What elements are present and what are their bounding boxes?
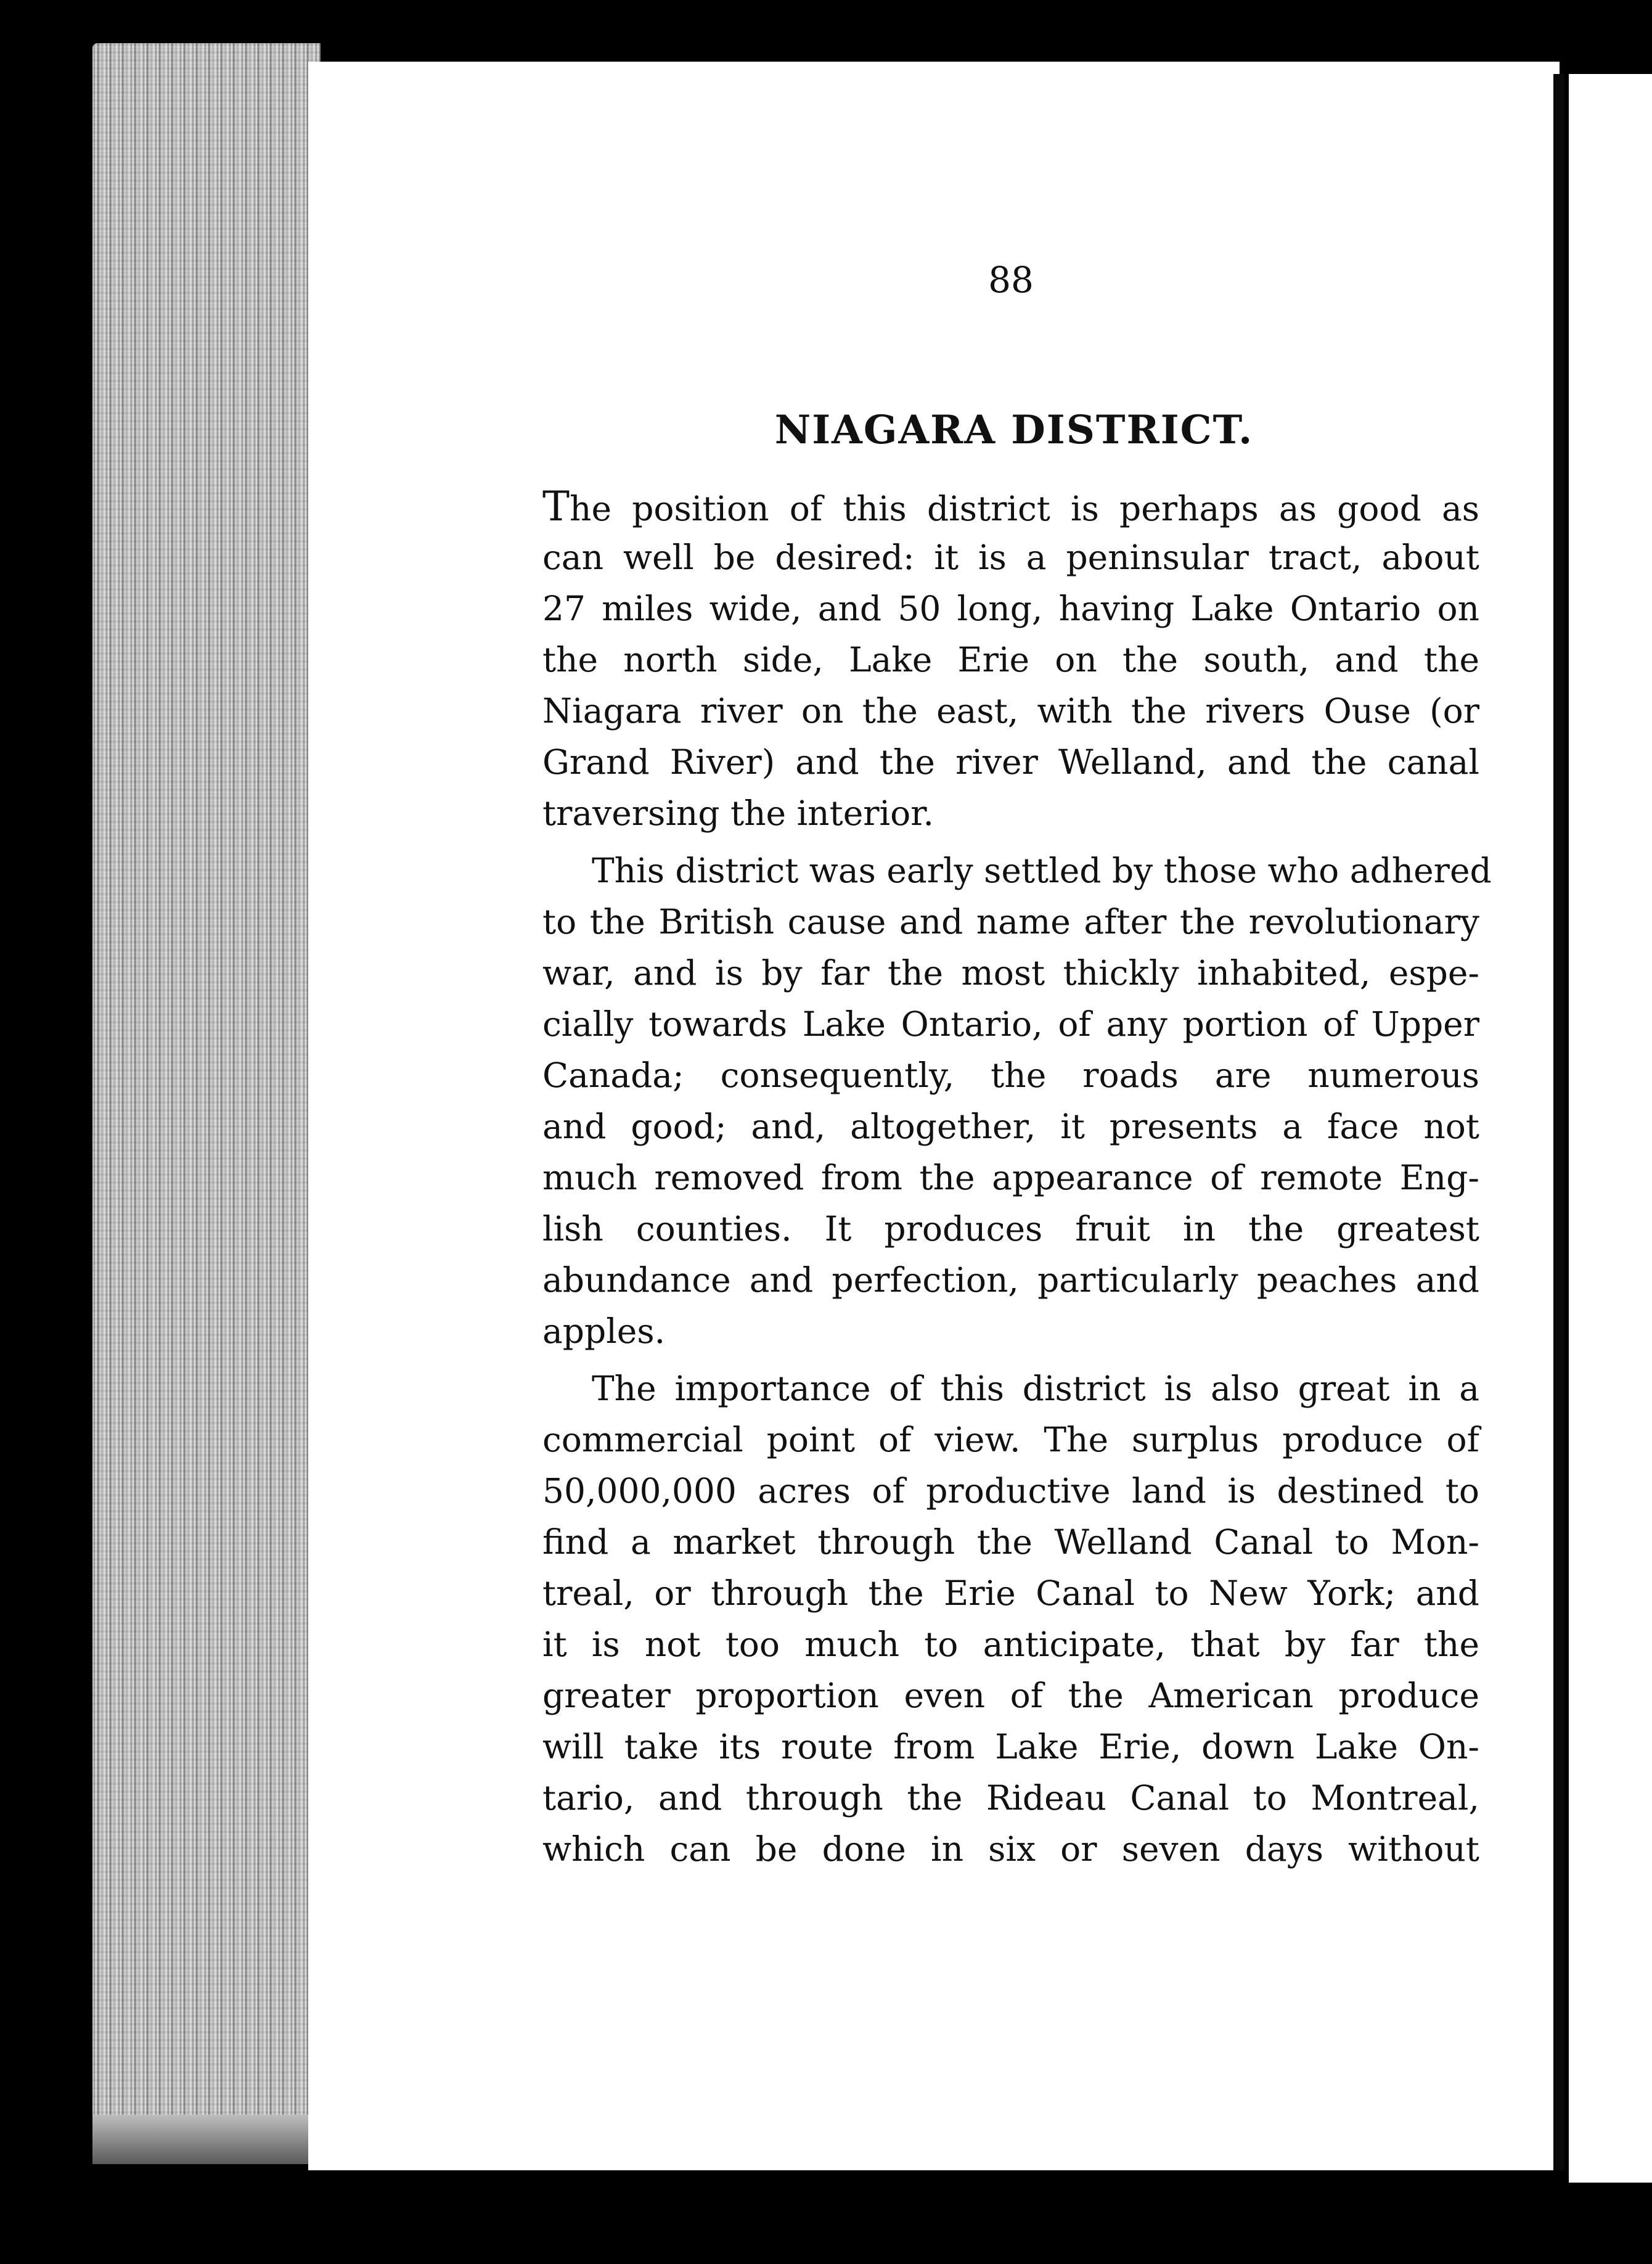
page-number: 88	[988, 259, 1034, 301]
text-line: will take its route from Lake Erie, down Lake On-	[542, 1727, 1479, 1766]
paragraph-2	[542, 845, 1492, 1357]
page-edges-shadow	[92, 2115, 321, 2164]
text-line: abundance and perfection, particularly peaches and	[542, 1260, 1479, 1300]
section-heading: NIAGARA DISTRICT.	[774, 407, 1254, 453]
text-line: can well be desired: it is a peninsular tract, about	[542, 538, 1479, 577]
text-line: Niagara river on the east, with the rivers Ouse (or	[542, 691, 1479, 731]
text-line: cially towards Lake Ontario, of any portion of Upper	[542, 1004, 1479, 1044]
body-text	[542, 481, 1492, 1875]
text-line: The position of this district is perhaps as good as	[542, 483, 1479, 530]
text-line: Grand River) and the river Welland, and the canal	[542, 742, 1479, 782]
paragraph-1	[542, 481, 1479, 839]
text-line: greater proportion even of the American produce	[542, 1676, 1479, 1715]
text-line: commercial point of view. The surplus produce of	[542, 1420, 1479, 1459]
facing-page-edge	[1569, 74, 1652, 2183]
paragraph-3	[542, 1363, 1479, 1875]
text-line: the north side, Lake Erie on the south, and the	[542, 640, 1479, 679]
text-line: Canada; consequently, the roads are numerous	[542, 1056, 1479, 1095]
text-line: much removed from the appearance of remote Eng-	[542, 1158, 1479, 1197]
text-line: war, and is by far the most thickly inhabited, espe-	[542, 953, 1479, 993]
text-line: which can be done in six or seven days without	[542, 1829, 1479, 1869]
text-line: treal, or through the Erie Canal to New York; and	[542, 1573, 1479, 1613]
text-line: apples.	[542, 1311, 666, 1351]
text-line: find a market through the Welland Canal to Mon-	[542, 1522, 1479, 1562]
text-line: it is not too much to anticipate, that by far the	[542, 1625, 1479, 1664]
gutter-shadow	[1553, 74, 1564, 2170]
text-line: The importance of this district is also great in a	[592, 1369, 1479, 1408]
text-line: and good; and, altogether, it presents a face not	[542, 1107, 1479, 1146]
text-line: This district was early settled by those who adhered	[592, 851, 1492, 890]
text-line: 50,000,000 acres of productive land is destined to	[542, 1471, 1479, 1511]
text-line: traversing the interior.	[542, 794, 934, 833]
text-line: 27 miles wide, and 50 long, having Lake Ontario on	[542, 589, 1479, 628]
text-line: tario, and through the Rideau Canal to Montreal,	[542, 1778, 1479, 1818]
text-line: lish counties. It produces fruit in the greatest	[542, 1209, 1479, 1249]
page-edges	[92, 43, 321, 2158]
text-line: to the British cause and name after the revolutionary	[542, 902, 1479, 941]
